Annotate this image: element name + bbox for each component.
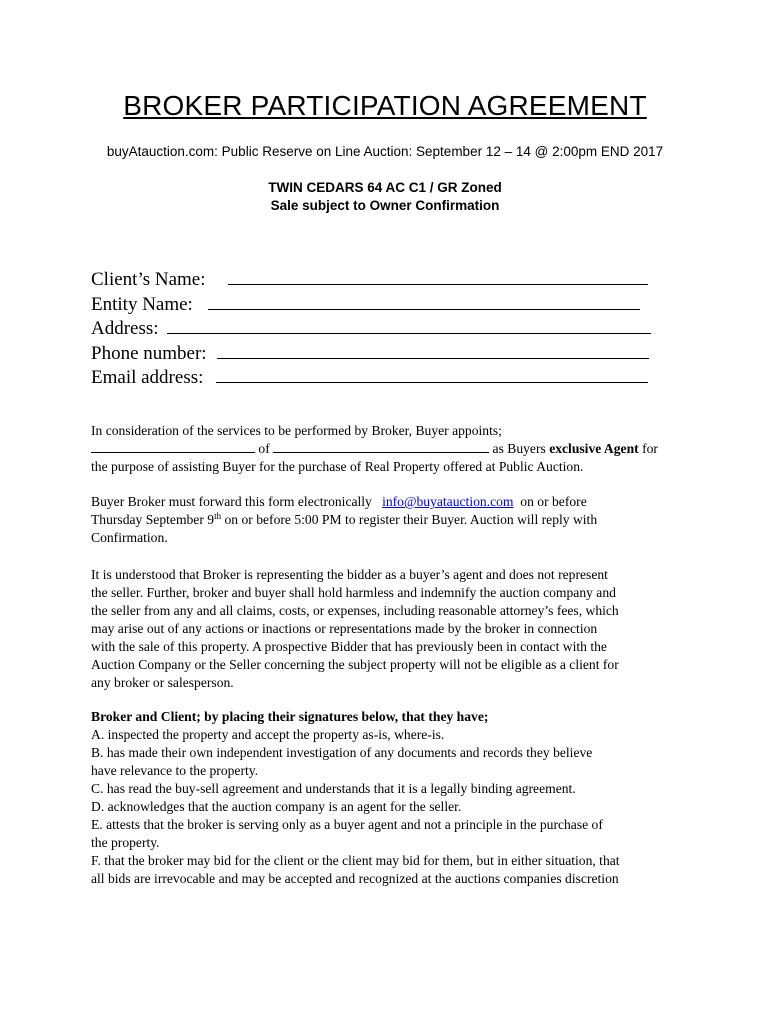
for-text: for [642,441,658,456]
understanding-line: Auction Company or the Seller concerning the subject property will not be eligible as a client for [91,657,619,672]
email-link[interactable]: info@buyatauction.com [382,494,514,509]
date-suffix: th [214,511,222,521]
lot-note: Sale subject to Owner Confirmation [270,198,500,213]
terms-item: F. that the broker may bid for the client or the client may bid for them, but in either situation, that [91,853,620,868]
submission-line-2 [91,511,691,529]
submission-deadline-text: on or before [520,494,587,509]
entity-name-field[interactable] [208,291,640,310]
auction-subtitle: buyAtauction.com: Public Reserve on Line Auction: September 12 – 14 @ 2:00pm END 2017 [106,144,664,159]
as-buyers-text: as Buyers [492,441,546,456]
entity-name-label: Entity Name: [91,293,193,315]
terms-item: have relevance to the property. [91,763,259,778]
appointment-line-3: the purpose of assisting Buyer for the purchase of Real Property offered at Public Auction. [91,459,584,474]
understanding-line: It is understood that Broker is representing the bidder as a buyer’s agent and does not represent [91,567,608,582]
email-label: Email address: [91,367,204,388]
submission-paragraph [91,493,691,547]
appointment-line-1: In consideration of the services to be performed by Broker, Buyer appoints; [91,423,502,438]
terms-item: B. has made their own independent investigation of any documents and records they believe [91,745,593,760]
client-name-label: Client’s Name: [91,269,206,290]
phone-row [91,340,651,365]
broker-name-blank[interactable] [91,441,255,453]
deadline-date: Thursday September 9 [91,512,215,527]
phone-field[interactable] [217,340,649,359]
terms-section [91,708,691,888]
address-row [91,315,651,340]
address-field[interactable] [167,315,651,334]
address-label: Address: [91,318,159,339]
understanding-line: may arise out of any actions or inactions or representations made by the broker in connection [91,621,598,636]
client-name-field[interactable] [228,266,648,285]
understanding-paragraph [91,566,691,692]
of-text: of [258,441,270,456]
deadline-details: on or before 5:00 PM to register their Buyer. Auction will reply with [224,512,598,527]
understanding-line: the seller. Further, broker and buyer shall hold harmless and indemnify the auction company and [91,585,616,600]
submission-line-3: Confirmation. [91,530,168,545]
terms-item: D. acknowledges that the auction company is an agent for the seller. [91,799,462,814]
submission-text: Buyer Broker must forward this form electronically [91,494,372,509]
phone-label: Phone number: [91,342,207,364]
terms-item: A. inspected the property and accept the property as-is, where-is. [91,727,445,742]
email-row [91,364,651,389]
terms-item: C. has read the buy-sell agreement and understands that it is a legally binding agreement. [91,781,576,796]
appointment-line-2 [91,440,691,458]
terms-item: all bids are irrevocable and may be accepted and recognized at the auctions companies discretion [91,871,619,886]
understanding-line: the seller from any and all claims, costs, or expenses, including reasonable attorney’s fees, which [91,603,619,618]
terms-item: E. attests that the broker is serving only as a buyer agent and not a principle in the purchase of [91,817,603,832]
terms-item: the property. [91,835,160,850]
lot-name: TWIN CEDARS 64 AC C1 / GR Zoned [268,180,502,195]
entity-name-row [91,291,651,316]
client-info-fields [91,266,651,389]
submission-line-1 [91,493,691,511]
brokerage-blank[interactable] [273,441,489,453]
understanding-line: any broker or salesperson. [91,675,234,690]
understanding-line: with the sale of this property. A prospective Bidder that has previously been in contact with the [91,639,607,654]
exclusive-agent-text: exclusive Agent [549,441,639,456]
page-title: BROKER PARTICIPATION AGREEMENT [123,90,647,121]
email-field[interactable] [216,364,648,383]
appointment-paragraph [91,422,691,476]
client-name-row [91,266,651,291]
terms-heading: Broker and Client; by placing their signatures below, that they have; [91,709,489,724]
